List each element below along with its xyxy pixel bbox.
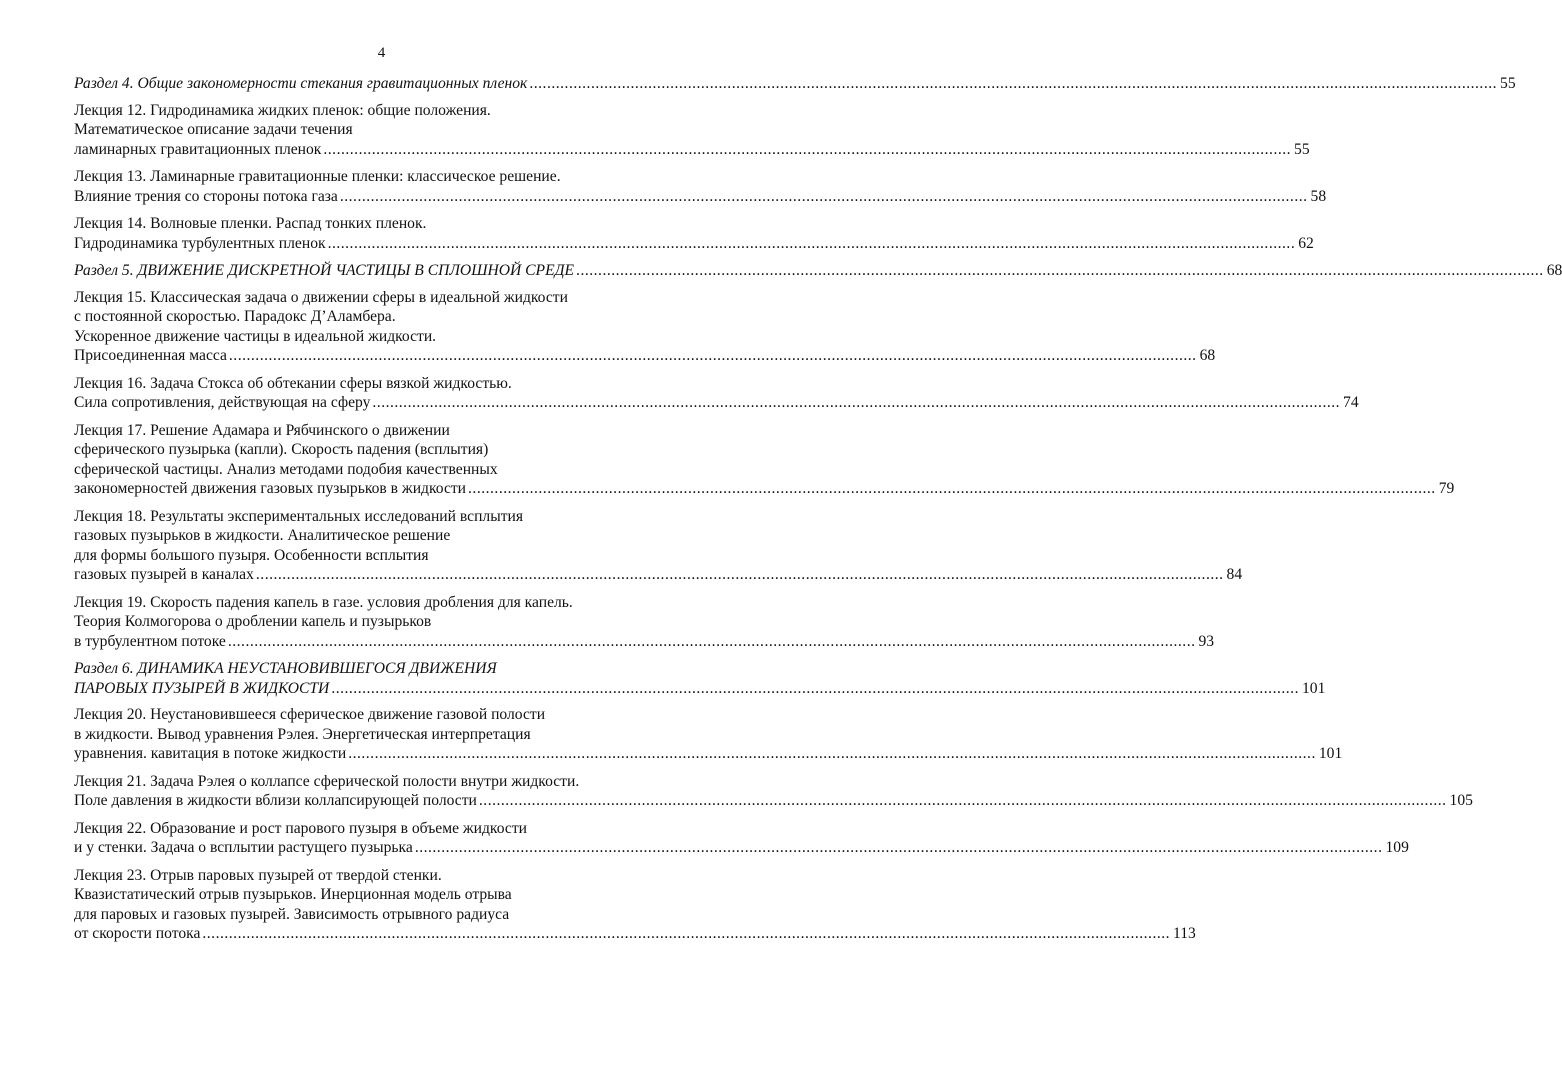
dot-leader: ............................................................................................................................................................................................................................ — [372, 394, 1341, 411]
table-of-contents — [74, 74, 1562, 952]
toc-line — [74, 393, 1359, 413]
toc-entry-text: Лекция 18. Результаты экспериментальных исследований всплытия — [74, 507, 524, 525]
toc-line — [74, 460, 690, 480]
toc-line — [74, 612, 690, 632]
toc-line — [74, 288, 690, 308]
toc-page-number: 101 — [1318, 745, 1343, 762]
dot-leader: ............................................................................................................................................................................................................................ — [576, 262, 1544, 279]
toc-line — [74, 187, 1327, 207]
toc-line — [74, 507, 690, 527]
toc-page-number: 93 — [1198, 632, 1215, 650]
toc-entry-text: для формы большого пузыря. Особенности всплытия — [74, 546, 429, 564]
dot-leader: ............................................................................................................................................................................................................................ — [227, 632, 1196, 650]
toc-line — [74, 593, 690, 613]
toc-line — [74, 819, 690, 839]
toc-entry-text: ламинарных гравитационных пленок — [74, 140, 322, 158]
toc-page-number: 68 — [1546, 262, 1562, 279]
toc-line — [74, 421, 690, 441]
toc-page-number: 79 — [1438, 480, 1455, 497]
toc-entry-text: Лекция 13. Ламинарные гравитационные пленки: классическое решение. — [74, 168, 561, 185]
dot-leader: ............................................................................................................................................................................................................................ — [255, 566, 1224, 583]
toc-page-number: 105 — [1449, 792, 1473, 809]
toc-entry-text: закономерностей движения газовых пузырьков в жидкости — [74, 480, 467, 497]
toc-entry-text: Математическое описание задачи течения — [74, 121, 353, 138]
toc-line — [74, 120, 690, 140]
toc-page-number: 84 — [1226, 566, 1243, 583]
toc-entry-text: Лекция 17. Решение Адамара и Рябчинского о движении — [74, 421, 450, 439]
toc-lecture-entry — [74, 705, 1343, 764]
toc-entry-text: Сила сопротивления, действующая на сферу — [74, 394, 371, 411]
toc-line — [74, 74, 1516, 94]
toc-page-number: 68 — [1199, 347, 1216, 364]
toc-entry-text: сферической частицы. Анализ методами подобия качественных — [74, 460, 498, 478]
page-number: 4 — [377, 45, 386, 61]
dot-leader: ............................................................................................................................................................................................................................ — [414, 839, 1383, 856]
toc-page-number: 101 — [1301, 679, 1326, 697]
dot-leader: ............................................................................................................................................................................................................................ — [339, 187, 1308, 205]
toc-line — [74, 866, 690, 886]
toc-entry-text: Теория Колмогорова о дроблении капель и пузырьков — [74, 613, 432, 630]
dot-leader: ............................................................................................................................................................................................................................ — [331, 679, 1299, 697]
toc-line — [74, 791, 1473, 811]
toc-line — [74, 744, 1343, 764]
toc-lecture-entry — [74, 167, 1327, 206]
dot-leader: ............................................................................................................................................................................................................................ — [529, 75, 1498, 92]
toc-line — [74, 374, 690, 394]
toc-line — [74, 838, 1409, 858]
toc-line — [74, 440, 690, 460]
toc-page-number: 109 — [1385, 839, 1409, 856]
toc-entry-text: в жидкости. Вывод уравнения Рэлея. Энергетическая интерпретация — [74, 725, 531, 743]
toc-line — [74, 885, 690, 905]
toc-page-number: 113 — [1173, 925, 1196, 942]
toc-entry-text: Лекция 22. Образование и рост парового пузыря в объеме жидкости — [74, 819, 527, 837]
toc-line — [74, 307, 690, 327]
toc-line — [74, 167, 690, 187]
toc-lecture-entry — [74, 866, 1196, 944]
toc-lecture-entry — [74, 421, 1455, 499]
toc-line — [74, 632, 1215, 652]
toc-entry-text: с постоянной скоростью. Парадокс Д’Аламбера. — [74, 308, 396, 325]
toc-entry-text: Лекция 19. Скорость падения капель в газе. условия дробления для капель. — [74, 593, 573, 611]
toc-page-number: 58 — [1310, 187, 1327, 205]
toc-entry-text: уравнения. кавитация в потоке жидкости — [74, 745, 347, 762]
dot-leader: ............................................................................................................................................................................................................................ — [327, 234, 1296, 252]
dot-leader: ............................................................................................................................................................................................................................ — [202, 925, 1171, 942]
dot-leader: ............................................................................................................................................................................................................................ — [348, 745, 1316, 762]
toc-page-number: 55 — [1500, 75, 1516, 92]
toc-lecture-entry — [74, 214, 1314, 253]
toc-section-entry — [74, 261, 1562, 281]
toc-entry-text: Лекция 20. Неустановившееся сферическое движение газовой полости — [74, 706, 546, 723]
toc-lecture-entry — [74, 772, 1473, 811]
toc-line — [74, 101, 690, 121]
toc-entry-text: Лекция 14. Волновые пленки. Распад тонких пленок. — [74, 215, 427, 232]
toc-entry-text: Присоединенная масса — [74, 347, 227, 364]
dot-leader: ............................................................................................................................................................................................................................ — [478, 792, 1447, 809]
toc-line — [74, 679, 1326, 699]
toc-entry-text: Гидродинамика турбулентных пленок — [74, 234, 326, 252]
toc-entry-text: ПАРОВЫХ ПУЗЫРЕЙ В ЖИДКОСТИ — [74, 679, 330, 697]
toc-lecture-entry — [74, 101, 1310, 160]
toc-entry-text: Раздел 5. ДВИЖЕНИЕ ДИСКРЕТНОЙ ЧАСТИЦЫ В СПЛОШНОЙ СРЕДЕ — [74, 262, 575, 279]
toc-entry-text: Квазистатический отрыв пузырьков. Инерционная модель отрыва — [74, 886, 512, 903]
toc-line — [74, 772, 690, 792]
toc-entry-text: в турбулентном потоке — [74, 632, 226, 650]
toc-line — [74, 261, 1562, 281]
toc-lecture-entry — [74, 288, 1216, 366]
toc-line — [74, 479, 1455, 499]
toc-entry-text: Лекция 23. Отрыв паровых пузырей от твердой стенки. — [74, 866, 442, 884]
toc-line — [74, 526, 690, 546]
toc-page-number: 55 — [1294, 140, 1310, 158]
toc-section-entry — [74, 659, 1326, 698]
toc-line — [74, 705, 690, 725]
toc-line — [74, 546, 690, 566]
dot-leader: ............................................................................................................................................................................................................................ — [323, 140, 1292, 158]
toc-line — [74, 725, 690, 745]
dot-leader: ............................................................................................................................................................................................................................ — [468, 480, 1436, 497]
toc-line — [74, 905, 690, 925]
toc-entry-text: для паровых и газовых пузырей. Зависимость отрывного радиуса — [74, 905, 510, 923]
toc-line — [74, 140, 1310, 160]
toc-entry-text: газовых пузырей в каналах — [74, 566, 254, 583]
toc-entry-text: Раздел 6. ДИНАМИКА НЕУСТАНОВИВШЕГОСЯ ДВИЖЕНИЯ — [74, 660, 497, 677]
toc-lecture-entry — [74, 374, 1359, 413]
toc-line — [74, 346, 1216, 366]
toc-entry-text: Влияние трения со стороны потока газа — [74, 187, 338, 205]
toc-entry-text: Лекция 16. Задача Стокса об обтекании сферы вязкой жидкостью. — [74, 374, 512, 392]
toc-line — [74, 214, 690, 234]
toc-entry-text: от скорости потока — [74, 925, 201, 942]
toc-lecture-entry — [74, 593, 1215, 652]
toc-line — [74, 565, 1243, 585]
toc-entry-text: сферического пузырька (капли). Скорость падения (всплытия) — [74, 441, 489, 458]
toc-line — [74, 924, 1196, 944]
toc-line — [74, 234, 1314, 254]
toc-entry-text: Лекция 15. Классическая задача о движении сферы в идеальной жидкости — [74, 288, 568, 306]
toc-entry-text: Лекция 21. Задача Рэлея о коллапсе сферической полости внутри жидкости. — [74, 772, 580, 790]
toc-entry-text: Раздел 4. Общие закономерности стекания гравитационных пленок — [74, 75, 528, 92]
toc-entry-text: Лекция 12. Гидродинамика жидких пленок: общие положения. — [74, 101, 491, 119]
dot-leader: ............................................................................................................................................................................................................................ — [228, 347, 1197, 364]
toc-entry-text: газовых пузырьков в жидкости. Аналитическое решение — [74, 527, 451, 544]
toc-page-number: 74 — [1343, 394, 1359, 411]
toc-lecture-entry — [74, 507, 1243, 585]
toc-entry-text: Ускоренное движение частицы в идеальной жидкости. — [74, 327, 437, 345]
toc-entry-text: и у стенки. Задача о всплытии растущего пузырька — [74, 839, 413, 856]
toc-line — [74, 659, 690, 679]
toc-lecture-entry — [74, 819, 1409, 858]
toc-section-entry — [74, 74, 1516, 94]
toc-page-number: 62 — [1298, 234, 1314, 252]
toc-entry-text: Поле давления в жидкости вблизи коллапсирующей полости — [74, 792, 477, 809]
toc-line — [74, 327, 690, 347]
